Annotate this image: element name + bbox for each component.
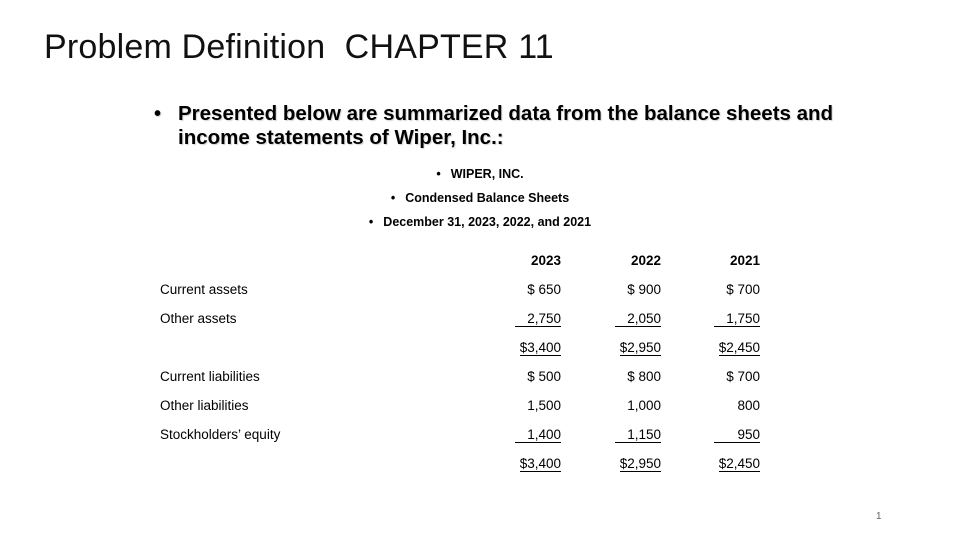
balance-sheet-table xyxy=(160,246,760,478)
cell-value: 800 xyxy=(737,398,760,413)
header-label xyxy=(160,246,479,275)
cell-value: 2,750 xyxy=(515,311,561,327)
table-header-row xyxy=(160,246,760,275)
table-row xyxy=(160,362,760,391)
sub-bullet-company xyxy=(0,167,960,181)
cell-total: $2,950 xyxy=(619,339,662,355)
cell-value: 1,150 xyxy=(615,427,661,443)
cell-total: $3,400 xyxy=(519,339,562,355)
cell-value: $ 900 xyxy=(627,282,662,297)
table-row xyxy=(160,449,760,478)
table-row xyxy=(160,391,760,420)
bullet-dot-icon: • xyxy=(368,215,374,229)
table-row xyxy=(160,333,760,362)
cell-value: 1,500 xyxy=(527,398,562,413)
cell-value: $ 650 xyxy=(527,282,562,297)
main-bullet-text: Presented below are summarized data from the balance sheets and income statements of Wiper, Inc.: xyxy=(178,102,834,149)
row-label: Other assets xyxy=(160,311,237,326)
cell-value: $ 700 xyxy=(726,282,760,297)
statement-name: Condensed Balance Sheets xyxy=(405,191,570,205)
bullet-dot-icon: • xyxy=(154,103,162,125)
cell-total: $2,450 xyxy=(718,339,760,355)
header-2023: 2023 xyxy=(531,253,562,268)
cell-value: 1,400 xyxy=(515,427,561,443)
main-bullet xyxy=(154,102,844,150)
cell-value: $ 500 xyxy=(527,369,562,384)
table-row xyxy=(160,420,760,449)
cell-value: $ 800 xyxy=(627,369,662,384)
sub-bullet-dates xyxy=(0,215,960,229)
cell-value: 2,050 xyxy=(615,311,661,327)
header-2021: 2021 xyxy=(729,253,760,268)
sub-bullet-statement xyxy=(0,191,960,205)
row-label: Current liabilities xyxy=(160,369,260,384)
bullet-dot-icon: • xyxy=(436,167,441,181)
slide-title: Problem Definition CHAPTER 11 xyxy=(44,28,554,66)
bullet-dot-icon: • xyxy=(390,191,396,205)
cell-value: 1,000 xyxy=(627,398,662,413)
cell-total: $2,450 xyxy=(718,455,760,471)
row-label: Current assets xyxy=(160,282,248,297)
cell-total: $2,950 xyxy=(619,455,662,471)
statement-dates: December 31, 2023, 2022, and 2021 xyxy=(383,215,592,229)
cell-total: $3,400 xyxy=(519,455,562,471)
page-number: 1 xyxy=(876,511,882,522)
company-name: WIPER, INC. xyxy=(450,167,524,181)
row-label: Stockholders’ equity xyxy=(160,427,281,442)
table-row xyxy=(160,275,760,304)
cell-value: $ 700 xyxy=(726,369,760,384)
row-label xyxy=(160,449,479,478)
row-label xyxy=(160,333,479,362)
row-label: Other liabilities xyxy=(160,398,249,413)
table-row xyxy=(160,304,760,333)
cell-value: 950 xyxy=(714,427,760,443)
header-2022: 2022 xyxy=(631,253,662,268)
cell-value: 1,750 xyxy=(714,311,760,327)
